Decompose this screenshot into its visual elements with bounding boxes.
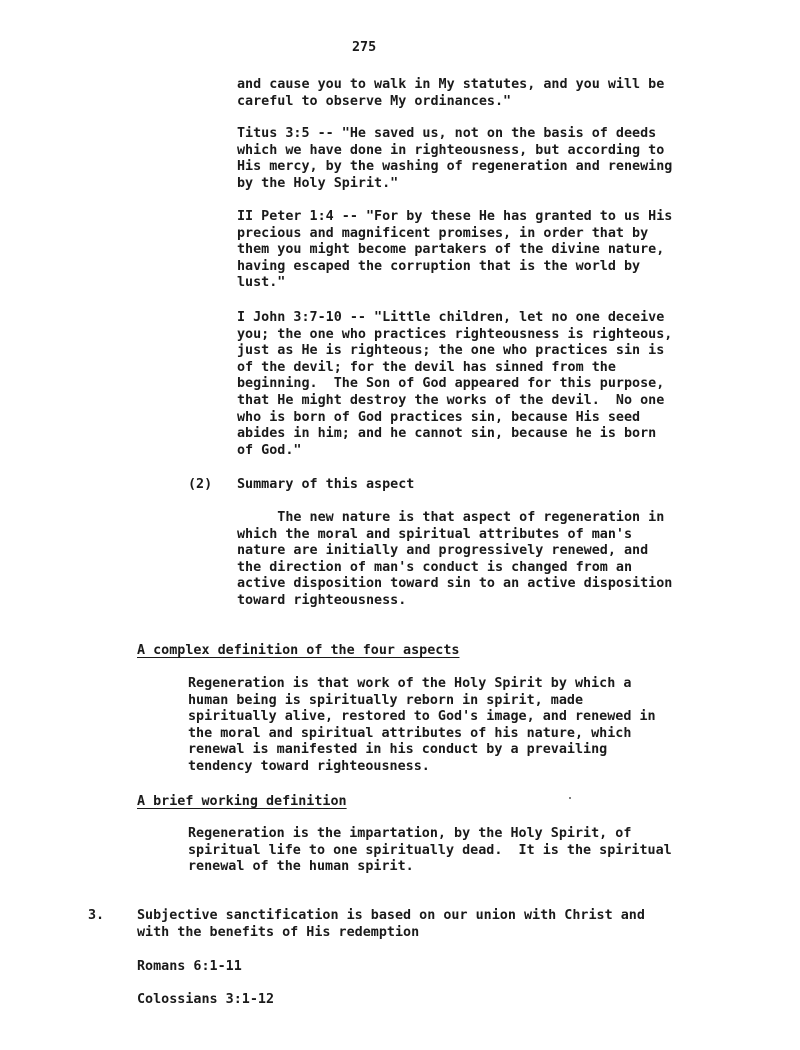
scripture-quote-titus: Titus 3:5 -- "He saved us, not on the basis of deeds which we have done in righteousness, but according to His mercy, by the washing of regeneration and renewing by the Holy Spirit." [237,126,673,191]
item-2-summary-text: The new nature is that aspect of regeneration in which the moral and spiritual attributes of man's nature are initially and progressively renewed, and the direction of man's conduct is changed from an active disposition toward sin to an active disposition toward righteousness. [237,510,673,608]
reference-romans: Romans 6:1-11 [137,959,242,974]
scripture-quote-ii-peter: II Peter 1:4 -- "For by these He has granted to us His precious and magnificent promises, in order that by them you might become partakers of the divine nature, having escaped the corruption that is the world by lust." [237,209,673,291]
point-3-number: 3. [88,908,105,923]
point-3-text: Subjective sanctification is based on our union with Christ and with the benefits of His redemption [137,908,645,940]
complex-definition-text: Regeneration is that work of the Holy Spirit by which a human being is spiritually reborn in spirit, made spiritually alive, restored to God's image, and renewed in the moral and spiritual attributes of his nature, which renewal is manifested in his conduct by a prevailing tendency toward righteousness. [188,676,656,774]
brief-definition-heading: A brief working definition [137,794,347,809]
scripture-quote-i-john: I John 3:7-10 -- "Little children, let no one deceive you; the one who practices righteousness is righteous, just as He is righteous; the one who practices sin is of the devil; for the devil has sinned from the beginning. The Son of God appeared for this purpose, that He might destroy the works of the devil. No one who is born of God practices sin, because His seed abides in him; and he cannot sin, because he is born of God." [237,310,673,458]
item-2-number: (2) [188,477,213,492]
brief-definition-text: Regeneration is the impartation, by the Holy Spirit, of spiritual life to one spiritually dead. It is the spiritual renewal of the human spirit. [188,826,672,875]
complex-definition-heading: A complex definition of the four aspects [137,643,460,658]
scripture-quote-ezekiel-continuation: and cause you to walk in My statutes, and you will be careful to observe My ordinances." [237,77,665,109]
page-number: 275 [352,40,377,55]
reference-colossians: Colossians 3:1-12 [137,992,275,1007]
item-2-title: Summary of this aspect [237,477,415,492]
scan-speck [569,797,571,799]
